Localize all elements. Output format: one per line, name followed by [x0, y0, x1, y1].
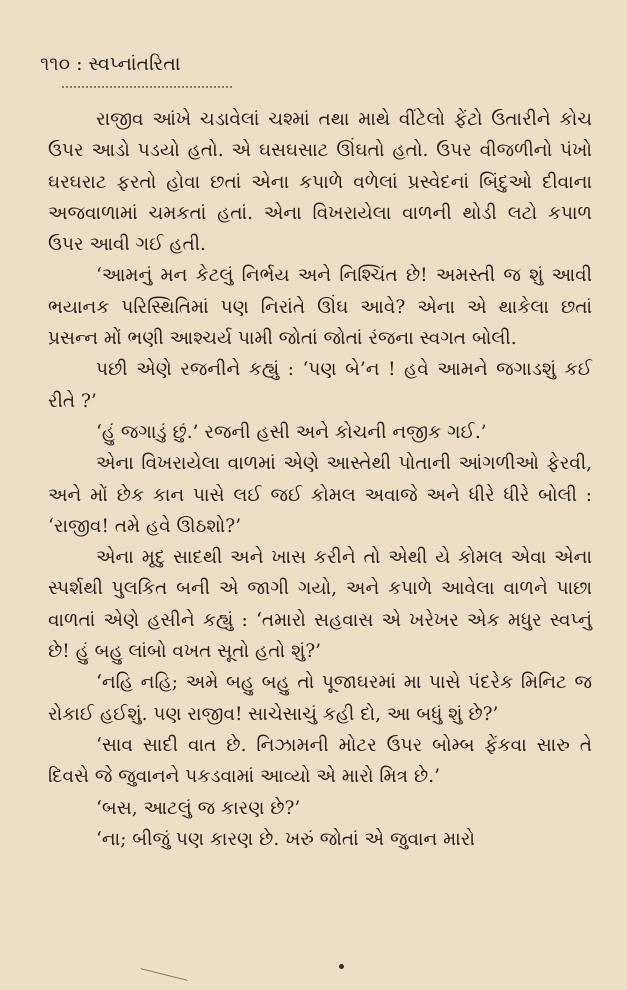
page-body — [48, 104, 592, 855]
paragraph: ‘હું જગાડું છું.’ રજની હસી અને કોચની નજીક ગઈ.’ — [96, 421, 487, 443]
paragraph: રાજીવ આંખે ચડાવેલાં ચશ્માં તથા માથે વીંટેલો ફેંટો ઉતારીને કોચ ઉપર આડો પડયો હતો. એ ઘસઘસાટ ઊંઘતો હતો. ઉપર વીજળીનો પંખો ઘરઘરાટ ફરતો હોવા છતાં એના કપાળે વળેલાં પ્રસ્વેદનાં બિંદુઓ દીવાના અજવાળામાં ચમકતાં હતાં. એના વિખરાયેલા વાળની થોડી લટો કપાળ ઉપર આવી ગઈ હતી. — [48, 109, 592, 256]
paragraph: ‘નહિ નહિ; અમે બહુ બહુ તો પૂજાઘરમાં મા પાસે પંદરેક મિનિટ જ રોકાઈ હઈશું. પણ રાજીવ! સાચેસાચું કહી દો, આ બધું શું છે?’ — [48, 672, 592, 725]
header-underline — [62, 82, 232, 88]
paragraph: ‘આમનું મન કેટલું નિર્ભય અને નિશ્ચિંત છે! અમસ્તી જ શું આવી ભયાનક પરિસ્થિતિમાં પણ નિરાંતે ઊંઘ આવે? એના એ થાકેલા છતાં પ્રસન્ન મોં ભણી આશ્ચર્ય પામી જોતાં જોતાં રંજના સ્વગત બોલી. — [48, 265, 592, 350]
paragraph: એના વિખરાયેલા વાળમાં એણે આસ્તેથી પોતાની આંગળીઓ ફેરવી, અને મોં છેક કાન પાસે લઈ જઈ કોમલ અવાજે અને ધીરે ધીરે બોલી : ‘રાજીવ! તમે હવે ઊઠશો?’ — [48, 453, 592, 537]
paragraph: ‘સાવ સાદી વાત છે. નિઝામની મોટર ઉપર બોમ્બ ફેંકવા સારુ તે દિવસે જે જુવાનને પકડવામાં આવ્યો એ મારો મિત્ર છે.’ — [48, 734, 592, 788]
paragraph: ‘બસ, આટલું જ કારણ છે?’ — [96, 797, 301, 819]
running-head: ૧૧૦ : સ્વપ્નાંતરિતા — [40, 53, 181, 75]
ink-dot — [339, 964, 344, 969]
pencil-mark — [141, 968, 188, 981]
paragraph: ‘ના; બીજું પણ કારણ છે. ખરું જોતાં એ જુવાન મારો — [96, 828, 475, 850]
paragraph: એના મૃદુ સાદથી અને ખાસ કરીને તો એથી યે કોમલ એવા એના સ્પર્શથી પુલકિત બની એ જાગી ગયો, અને કપાળે આવેલા વાળને પાછા વાળતાં એણે હસીને કહ્યું : ‘તમારો સહવાસ એ ખરેખર એક મધુર સ્વપ્નું છે! હું બહુ લાંબો વખત સૂતો હતો શું?’ — [48, 547, 592, 663]
paragraph: પછી એણે રજનીને કહ્યું : ‘પણ બે’ન ! હવે આમને જગાડશું કઈ રીતે ?’ — [48, 359, 592, 412]
